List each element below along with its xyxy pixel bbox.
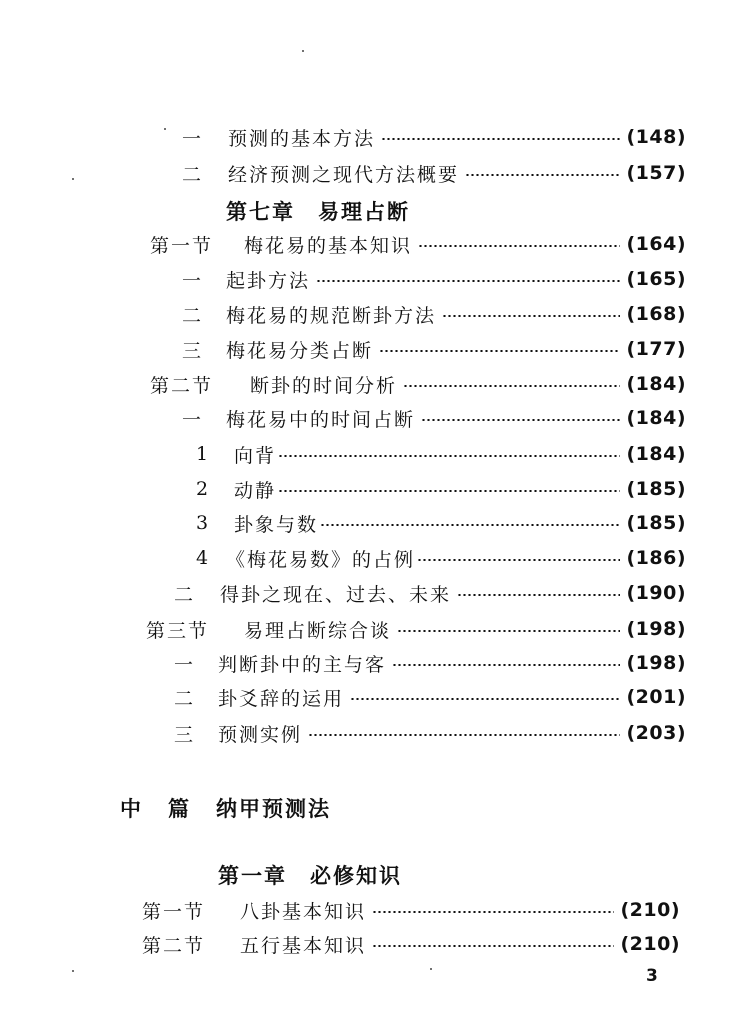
entry-number: 二 [174, 583, 196, 606]
leader-dots [465, 174, 620, 176]
part-label: 篇 [168, 797, 191, 821]
entry-title: 梅花易分类占断 [226, 339, 374, 362]
toc-section [150, 369, 686, 399]
toc-entry [182, 334, 686, 364]
entry-page: (198) [626, 652, 686, 674]
toc-subentry [196, 474, 686, 504]
leader-dots [421, 419, 620, 421]
toc-subentry [196, 439, 686, 469]
subentry-number: 3 [196, 512, 211, 534]
entry-page: (184) [626, 407, 686, 429]
scan-speck [302, 50, 304, 52]
subentry-number: 2 [196, 478, 211, 500]
leader-dots [392, 664, 620, 666]
toc-section [142, 929, 680, 959]
entry-title: 八卦基本知识 [240, 900, 367, 923]
leader-dots [320, 524, 620, 526]
part-title: 纳甲预测法 [216, 797, 331, 821]
toc-entry [182, 403, 686, 433]
entry-title: 易理占断综合谈 [244, 619, 392, 642]
scan-speck [72, 970, 74, 972]
leader-dots [372, 911, 614, 913]
toc-entry [174, 578, 686, 608]
toc-entry [182, 264, 686, 294]
scan-speck [72, 178, 74, 180]
leader-dots [442, 315, 620, 317]
toc-entry [174, 648, 686, 678]
entry-page: (164) [626, 233, 686, 255]
entry-number: 二 [174, 687, 196, 710]
entry-title: 梅花易的规范断卦方法 [226, 304, 437, 327]
entry-page: (184) [626, 443, 686, 465]
entry-title: 预测的基本方法 [228, 127, 376, 150]
section-number: 第二节 [142, 934, 206, 957]
leader-dots [372, 945, 614, 947]
chapter-heading: 第七章 易理占断 [226, 200, 410, 224]
toc-subentry [196, 543, 686, 573]
toc-subentry [196, 508, 686, 538]
leader-dots [403, 385, 620, 387]
entry-number: 一 [182, 269, 204, 292]
entry-title: 经济预测之现代方法概要 [228, 163, 460, 186]
entry-title: 得卦之现在、过去、未来 [220, 583, 452, 606]
leader-dots [278, 490, 620, 492]
entry-title: 断卦的时间分析 [250, 374, 398, 397]
toc-entry [182, 299, 686, 329]
toc-entry [174, 718, 686, 748]
entry-page: (203) [626, 722, 686, 744]
entry-page: (198) [626, 618, 686, 640]
entry-title: 向背 [234, 444, 277, 467]
entry-page: (190) [626, 582, 686, 604]
leader-dots [457, 594, 620, 596]
entry-page: (184) [626, 373, 686, 395]
entry-title: 卦象与数 [234, 513, 319, 536]
entry-title: 卦爻辞的运用 [218, 687, 345, 710]
part-label: 中 [120, 797, 143, 821]
entry-page: (210) [620, 899, 680, 921]
leader-dots [316, 280, 620, 282]
entry-title: 梅花易的基本知识 [244, 234, 413, 257]
entry-number: 一 [182, 408, 204, 431]
entry-page: (185) [626, 478, 686, 500]
leader-dots [417, 559, 620, 561]
entry-title: 判断卦中的主与客 [218, 653, 387, 676]
scan-speck [164, 128, 166, 130]
entry-number: 二 [182, 304, 204, 327]
leader-dots [397, 630, 620, 632]
entry-number: 三 [182, 339, 204, 362]
section-number: 第一节 [142, 900, 206, 923]
toc-entry [182, 158, 686, 188]
section-number: 第一节 [150, 234, 214, 257]
toc-section [142, 895, 680, 925]
entry-page: (168) [626, 303, 686, 325]
entry-title: 梅花易中的时间占断 [226, 408, 416, 431]
entry-title: 《梅花易数》的占例 [226, 548, 416, 571]
entry-title: 五行基本知识 [240, 934, 367, 957]
toc-section [146, 614, 686, 644]
entry-page: (185) [626, 512, 686, 534]
entry-number: 三 [174, 723, 196, 746]
entry-page: (201) [626, 686, 686, 708]
subentry-number: 1 [196, 443, 211, 465]
entry-title: 动静 [234, 479, 277, 502]
leader-dots [308, 734, 620, 736]
toc-entry [174, 682, 686, 712]
entry-title: 起卦方法 [226, 269, 311, 292]
entry-number: 一 [182, 127, 204, 150]
entry-page: (157) [626, 162, 686, 184]
scan-speck [430, 968, 432, 970]
part-heading [120, 793, 331, 823]
toc-section [150, 229, 686, 259]
page-number: 3 [646, 966, 658, 986]
subentry-number: 4 [196, 547, 211, 569]
entry-page: (177) [626, 338, 686, 360]
leader-dots [418, 245, 620, 247]
section-number: 第二节 [150, 374, 214, 397]
leader-dots [278, 455, 620, 457]
section-number: 第三节 [146, 619, 210, 642]
leader-dots [381, 138, 620, 140]
leader-dots [379, 350, 620, 352]
entry-page: (186) [626, 547, 686, 569]
leader-dots [350, 698, 620, 700]
entry-title: 预测实例 [218, 723, 303, 746]
toc-entry [182, 122, 686, 152]
entry-number: 二 [182, 163, 204, 186]
entry-page: (165) [626, 268, 686, 290]
chapter-heading: 第一章 必修知识 [218, 864, 402, 888]
entry-page: (148) [626, 126, 686, 148]
entry-page: (210) [620, 933, 680, 955]
entry-number: 一 [174, 653, 196, 676]
